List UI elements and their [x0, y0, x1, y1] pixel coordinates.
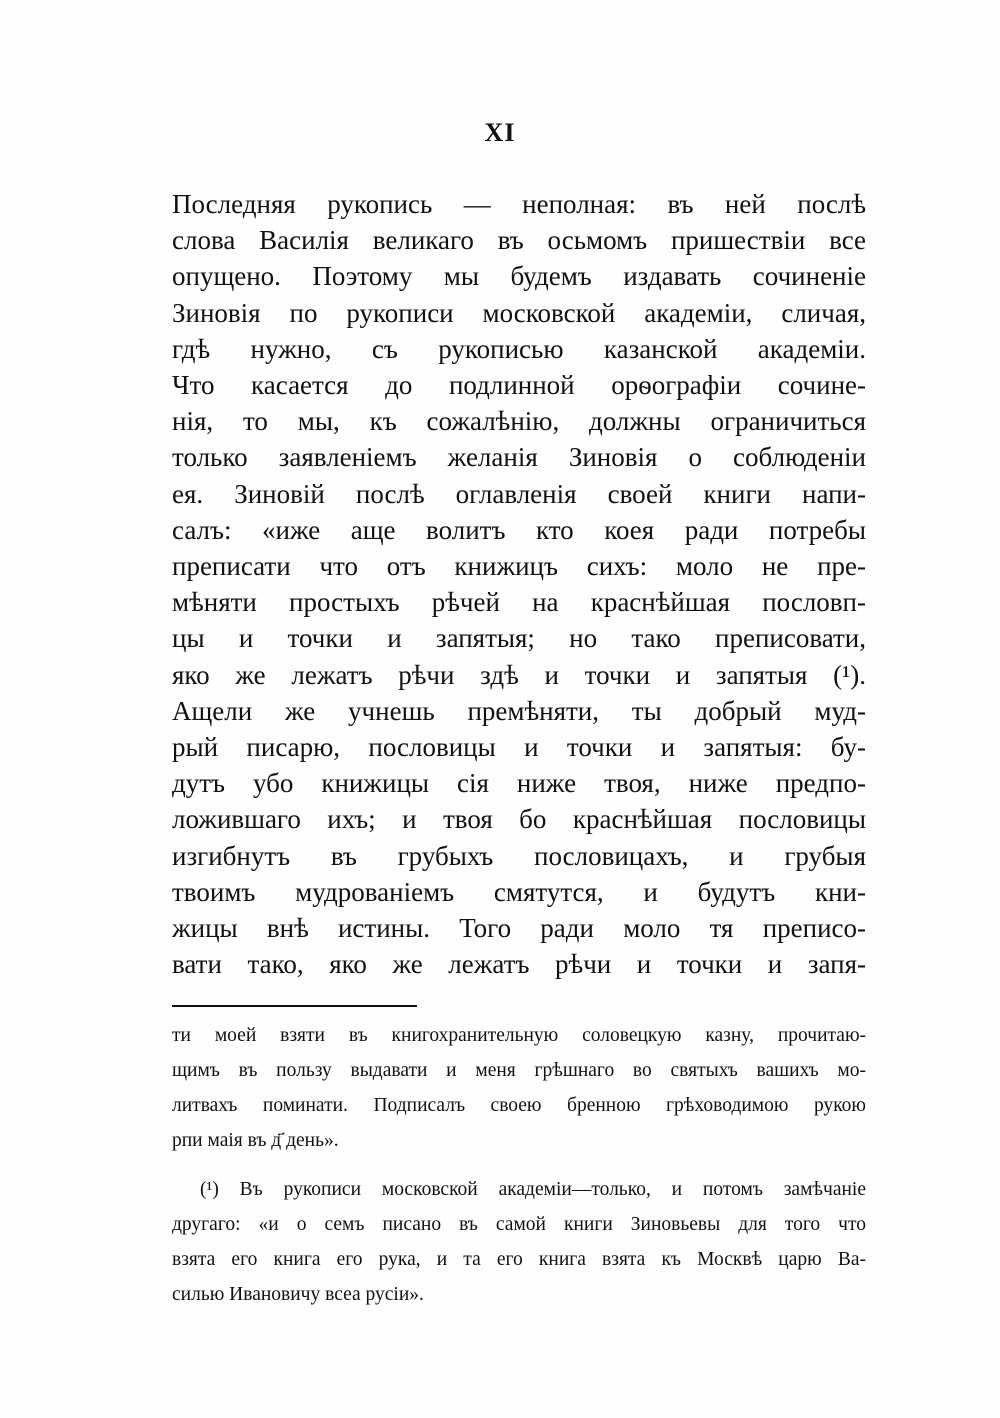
text-line: преписати что отъ книжицъ сихъ: моло не пре- — [172, 551, 866, 582]
footnote-1 — [172, 1172, 866, 1312]
footnote-line: литвахъ поминати. Подписалъ своею бренною грѣховодимою рукою — [172, 1095, 866, 1116]
footnote-line: силью Ивановичу всеа русіи». — [172, 1284, 424, 1305]
text-line: Последняя рукопись — неполная: въ ней послѣ — [172, 189, 866, 219]
text-line: Ащели же учнешь премѣняти, ты добрый муд- — [172, 695, 866, 726]
footnote-line: щимъ въ пользу выдавати и меня грѣшнаго во святыхъ вашихъ мо- — [172, 1060, 866, 1081]
text-line: нія, то мы, къ сожалѣнію, должны ограничиться — [172, 406, 866, 437]
footnote-line: ти моей взяти въ книгохранительную соловецкую казну, прочитаю- — [172, 1025, 866, 1046]
footnote-line: взята его книга его рука, и та его книга взята къ Москвѣ царю Ва- — [172, 1249, 866, 1270]
text-line: жицы внѣ истины. Того ради моло тя преписо- — [172, 913, 866, 944]
footnote-line: рпи маія въ д҃ день». — [172, 1130, 339, 1151]
footnote-continuation — [172, 1018, 866, 1158]
text-line: ея. Зиновій послѣ оглавленія своей книги напи- — [172, 478, 866, 509]
text-line: яко же лежатъ рѣчи здѣ и точки и запятыя (¹). — [172, 659, 866, 690]
text-line: дутъ убо книжицы сія ниже твоя, ниже предпо- — [172, 768, 866, 799]
text-line: цы и точки и запятыя; но тако преписовати, — [172, 623, 866, 654]
text-line: мѣняти простыхъ рѣчей на краснѣйшая пословп- — [172, 587, 866, 618]
text-line: гдѣ нужно, съ рукописью казанской академіи. — [172, 333, 866, 364]
text-line: опущено. Поэтому мы будемъ издавать сочиненіе — [172, 261, 866, 292]
text-line: твоимъ мудрованіемъ смятутся, и будутъ кни- — [172, 876, 866, 907]
footnote-line: другаго: «и о семъ писано въ самой книги Зиновьевы для того что — [172, 1214, 866, 1235]
text-line: салъ: «иже аще волитъ кто коея ради потребы — [172, 514, 866, 545]
footnotes-section — [172, 1018, 866, 1312]
text-line: только заявленіемъ желанія Зиновія о соблюденіи — [172, 442, 866, 473]
footnote-divider — [172, 1005, 417, 1007]
text-line: изгибнутъ въ грубыхъ пословицахъ, и грубыя — [172, 840, 866, 871]
footnote-line: (¹) Въ рукописи московской академіи—только, и потомъ замѣчаніе — [200, 1179, 866, 1200]
text-line: рый писарю, пословицы и точки и запятыя: бу- — [172, 732, 866, 763]
main-text-body — [172, 186, 866, 982]
text-line: Зиновія по рукописи московской академіи, сличая, — [172, 297, 866, 328]
page-number: XI — [484, 118, 516, 147]
text-line: вати тако, яко же лежатъ рѣчи и точки и запя- — [172, 949, 866, 980]
text-line: Что касается до подлинной орѳографіи сочине- — [172, 370, 866, 401]
text-line: слова Василія великаго въ осьмомъ пришествіи все — [172, 225, 866, 256]
text-line: ложившаго ихъ; и твоя бо краснѣйшая пословицы — [172, 804, 866, 835]
